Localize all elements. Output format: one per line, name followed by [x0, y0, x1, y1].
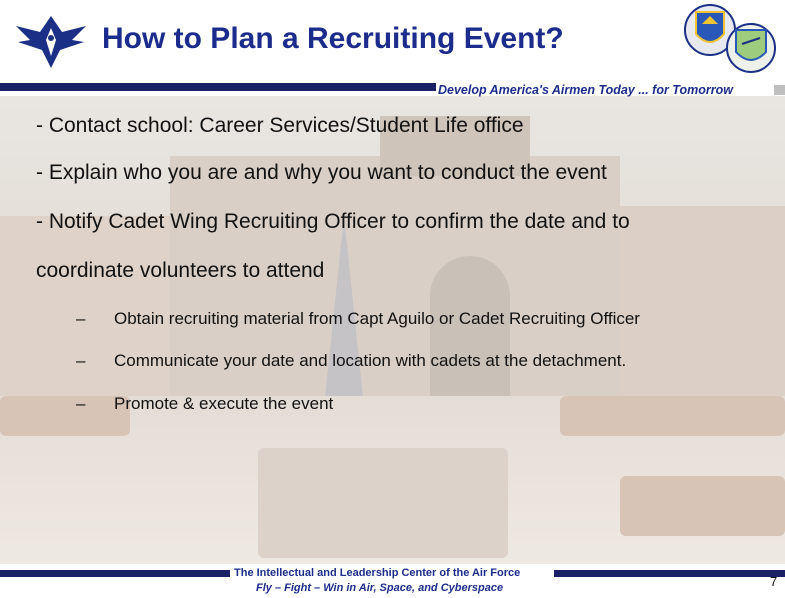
- footer-motto: The Intellectual and Leadership Center of the Air Force: [234, 567, 521, 579]
- sub-bullet: [76, 394, 333, 414]
- air-university-shield-icon: [726, 18, 776, 81]
- sub-bullet-dash: –: [76, 309, 86, 328]
- header-divider-end: [774, 85, 785, 95]
- header-divider-bar: [0, 83, 436, 91]
- sub-bullet-text: Communicate your date and location with cadets at the detachment.: [114, 351, 627, 370]
- bullet-explain: - Explain who you are and why you want to conduct the event: [36, 161, 607, 184]
- sub-bullet-dash: –: [76, 351, 86, 370]
- footer-divider-right: [554, 570, 785, 577]
- sub-bullet-text: Promote & execute the event: [114, 394, 334, 413]
- sub-bullet-dash: –: [76, 394, 86, 413]
- sub-bullet: [76, 351, 626, 371]
- page-number: 7: [770, 574, 778, 589]
- bullet-contact-school: - Contact school: Career Services/Student Life office: [36, 114, 524, 137]
- footer-divider-left: [0, 570, 230, 577]
- header-tagline: Develop America's Airmen Today ... for Tomorrow: [438, 83, 733, 97]
- footer-slogan: Fly – Fight – Win in Air, Space, and Cyberspace: [256, 582, 504, 594]
- air-force-symbol-icon: [14, 10, 88, 74]
- page-title: How to Plan a Recruiting Event?: [102, 22, 564, 55]
- bullet-notify: - Notify Cadet Wing Recruiting Officer to confirm the date and to: [36, 210, 630, 233]
- sub-bullet: [76, 309, 640, 329]
- sub-bullet-text: Obtain recruiting material from Capt Aguilo or Cadet Recruiting Officer: [114, 309, 640, 328]
- bullet-notify-continued: coordinate volunteers to attend: [36, 259, 325, 282]
